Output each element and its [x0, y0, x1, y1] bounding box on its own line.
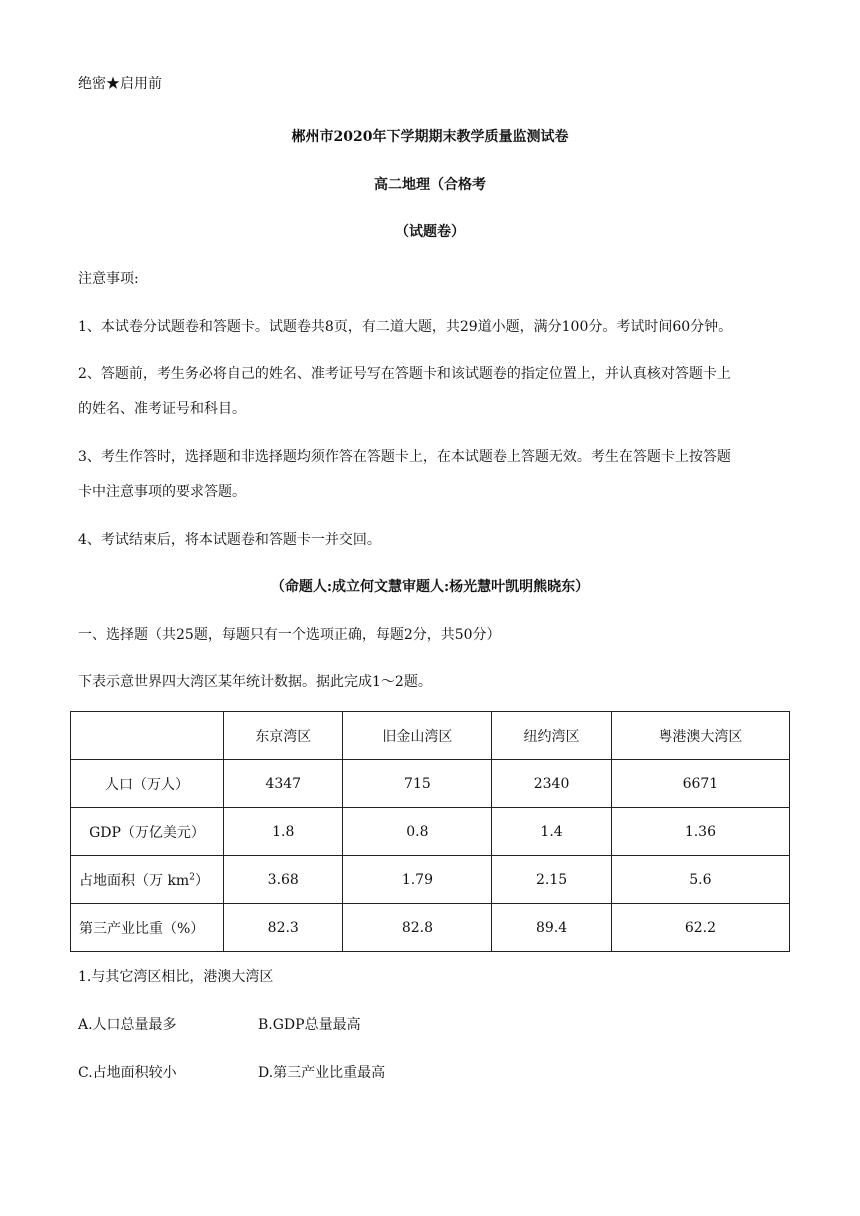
table-cell: 89.4 — [492, 904, 611, 952]
row-header: 第三产业比重（%） — [71, 904, 224, 952]
row-header: 人口（万人） — [71, 760, 224, 808]
table-cell: 6671 — [611, 760, 789, 808]
note-item-2-line-1: 2、答题前，考生务必将自己的姓名、准考证号写在答题卡和该试题卷的指定位置上，并认真核对答题卡上 — [78, 366, 731, 382]
column-header: 东京湾区 — [224, 712, 343, 760]
table-row — [71, 760, 790, 808]
table-cell: 1.4 — [492, 808, 611, 856]
note-item-3-line-1: 3、考生作答时，选择题和非选择题均须作答在答题卡上，在本试题卷上答题无效。考生在答题卡上按答题 — [78, 449, 731, 465]
question-1-option-a: A.人口总量最多 — [78, 1017, 177, 1033]
table-cell: 82.3 — [224, 904, 343, 952]
table-cell: 4347 — [224, 760, 343, 808]
table-cell: 715 — [343, 760, 492, 808]
row-header — [71, 856, 224, 904]
table-cell: 5.6 — [611, 856, 789, 904]
table-header-row — [71, 712, 790, 760]
column-header: 纽约湾区 — [492, 712, 611, 760]
table-cell: 1.36 — [611, 808, 789, 856]
note-item-2-line-2: 的姓名、准考证号和科目。 — [78, 401, 246, 417]
superscript: 2 — [189, 871, 195, 882]
bay-area-stats-table — [70, 711, 790, 952]
table-cell: 1.79 — [343, 856, 492, 904]
question-1-stem: 1.与其它湾区相比，港澳大湾区 — [78, 969, 274, 985]
table-corner-cell — [71, 712, 224, 760]
table-cell: 1.8 — [224, 808, 343, 856]
exam-title: 郴州市2020年下学期期末教学质量监测试卷 — [291, 129, 569, 145]
row-header: GDP（万亿美元） — [71, 808, 224, 856]
table-cell: 2340 — [492, 760, 611, 808]
paper-type: （试题卷） — [395, 224, 465, 240]
row-header-text: 占地面积（万 km — [79, 872, 190, 889]
table-cell: 0.8 — [343, 808, 492, 856]
note-item-1: 1、本试卷分试题卷和答题卡。试题卷共8页，有二道大题，共29道小题，满分100分。考试时间60分钟。 — [78, 319, 733, 335]
section-1-heading: 一、选择题（共25题，每题只有一个选项正确，每题2分，共50分） — [78, 627, 501, 643]
note-item-4: 4、考试结束后，将本试题卷和答题卡一并交回。 — [78, 532, 381, 548]
question-1-option-d: D.第三产业比重最高 — [258, 1065, 386, 1081]
row-header-suffix: ） — [194, 872, 209, 889]
column-header: 粤港澳大湾区 — [611, 712, 789, 760]
question-1-option-b: B.GDP总量最高 — [258, 1017, 361, 1033]
table-row — [71, 808, 790, 856]
table-row — [71, 856, 790, 904]
secret-mark: 绝密★启用前 — [78, 76, 162, 92]
table-cell: 2.15 — [492, 856, 611, 904]
section-1-intro: 下表示意世界四大湾区某年统计数据。据此完成1～2题。 — [78, 674, 432, 690]
table-row — [71, 904, 790, 952]
column-header: 旧金山湾区 — [343, 712, 492, 760]
exam-subtitle: 高二地理（合格考 — [374, 177, 486, 193]
table-cell: 3.68 — [224, 856, 343, 904]
authors-line: （命题人:成立何文慧审题人:杨光慧叶凯明熊晓东） — [270, 579, 590, 595]
note-item-3-line-2: 卡中注意事项的要求答题。 — [78, 484, 246, 500]
notes-heading: 注意事项: — [78, 271, 139, 287]
table-cell: 62.2 — [611, 904, 789, 952]
table-cell: 82.8 — [343, 904, 492, 952]
question-1-option-c: C.占地面积较小 — [78, 1065, 177, 1081]
